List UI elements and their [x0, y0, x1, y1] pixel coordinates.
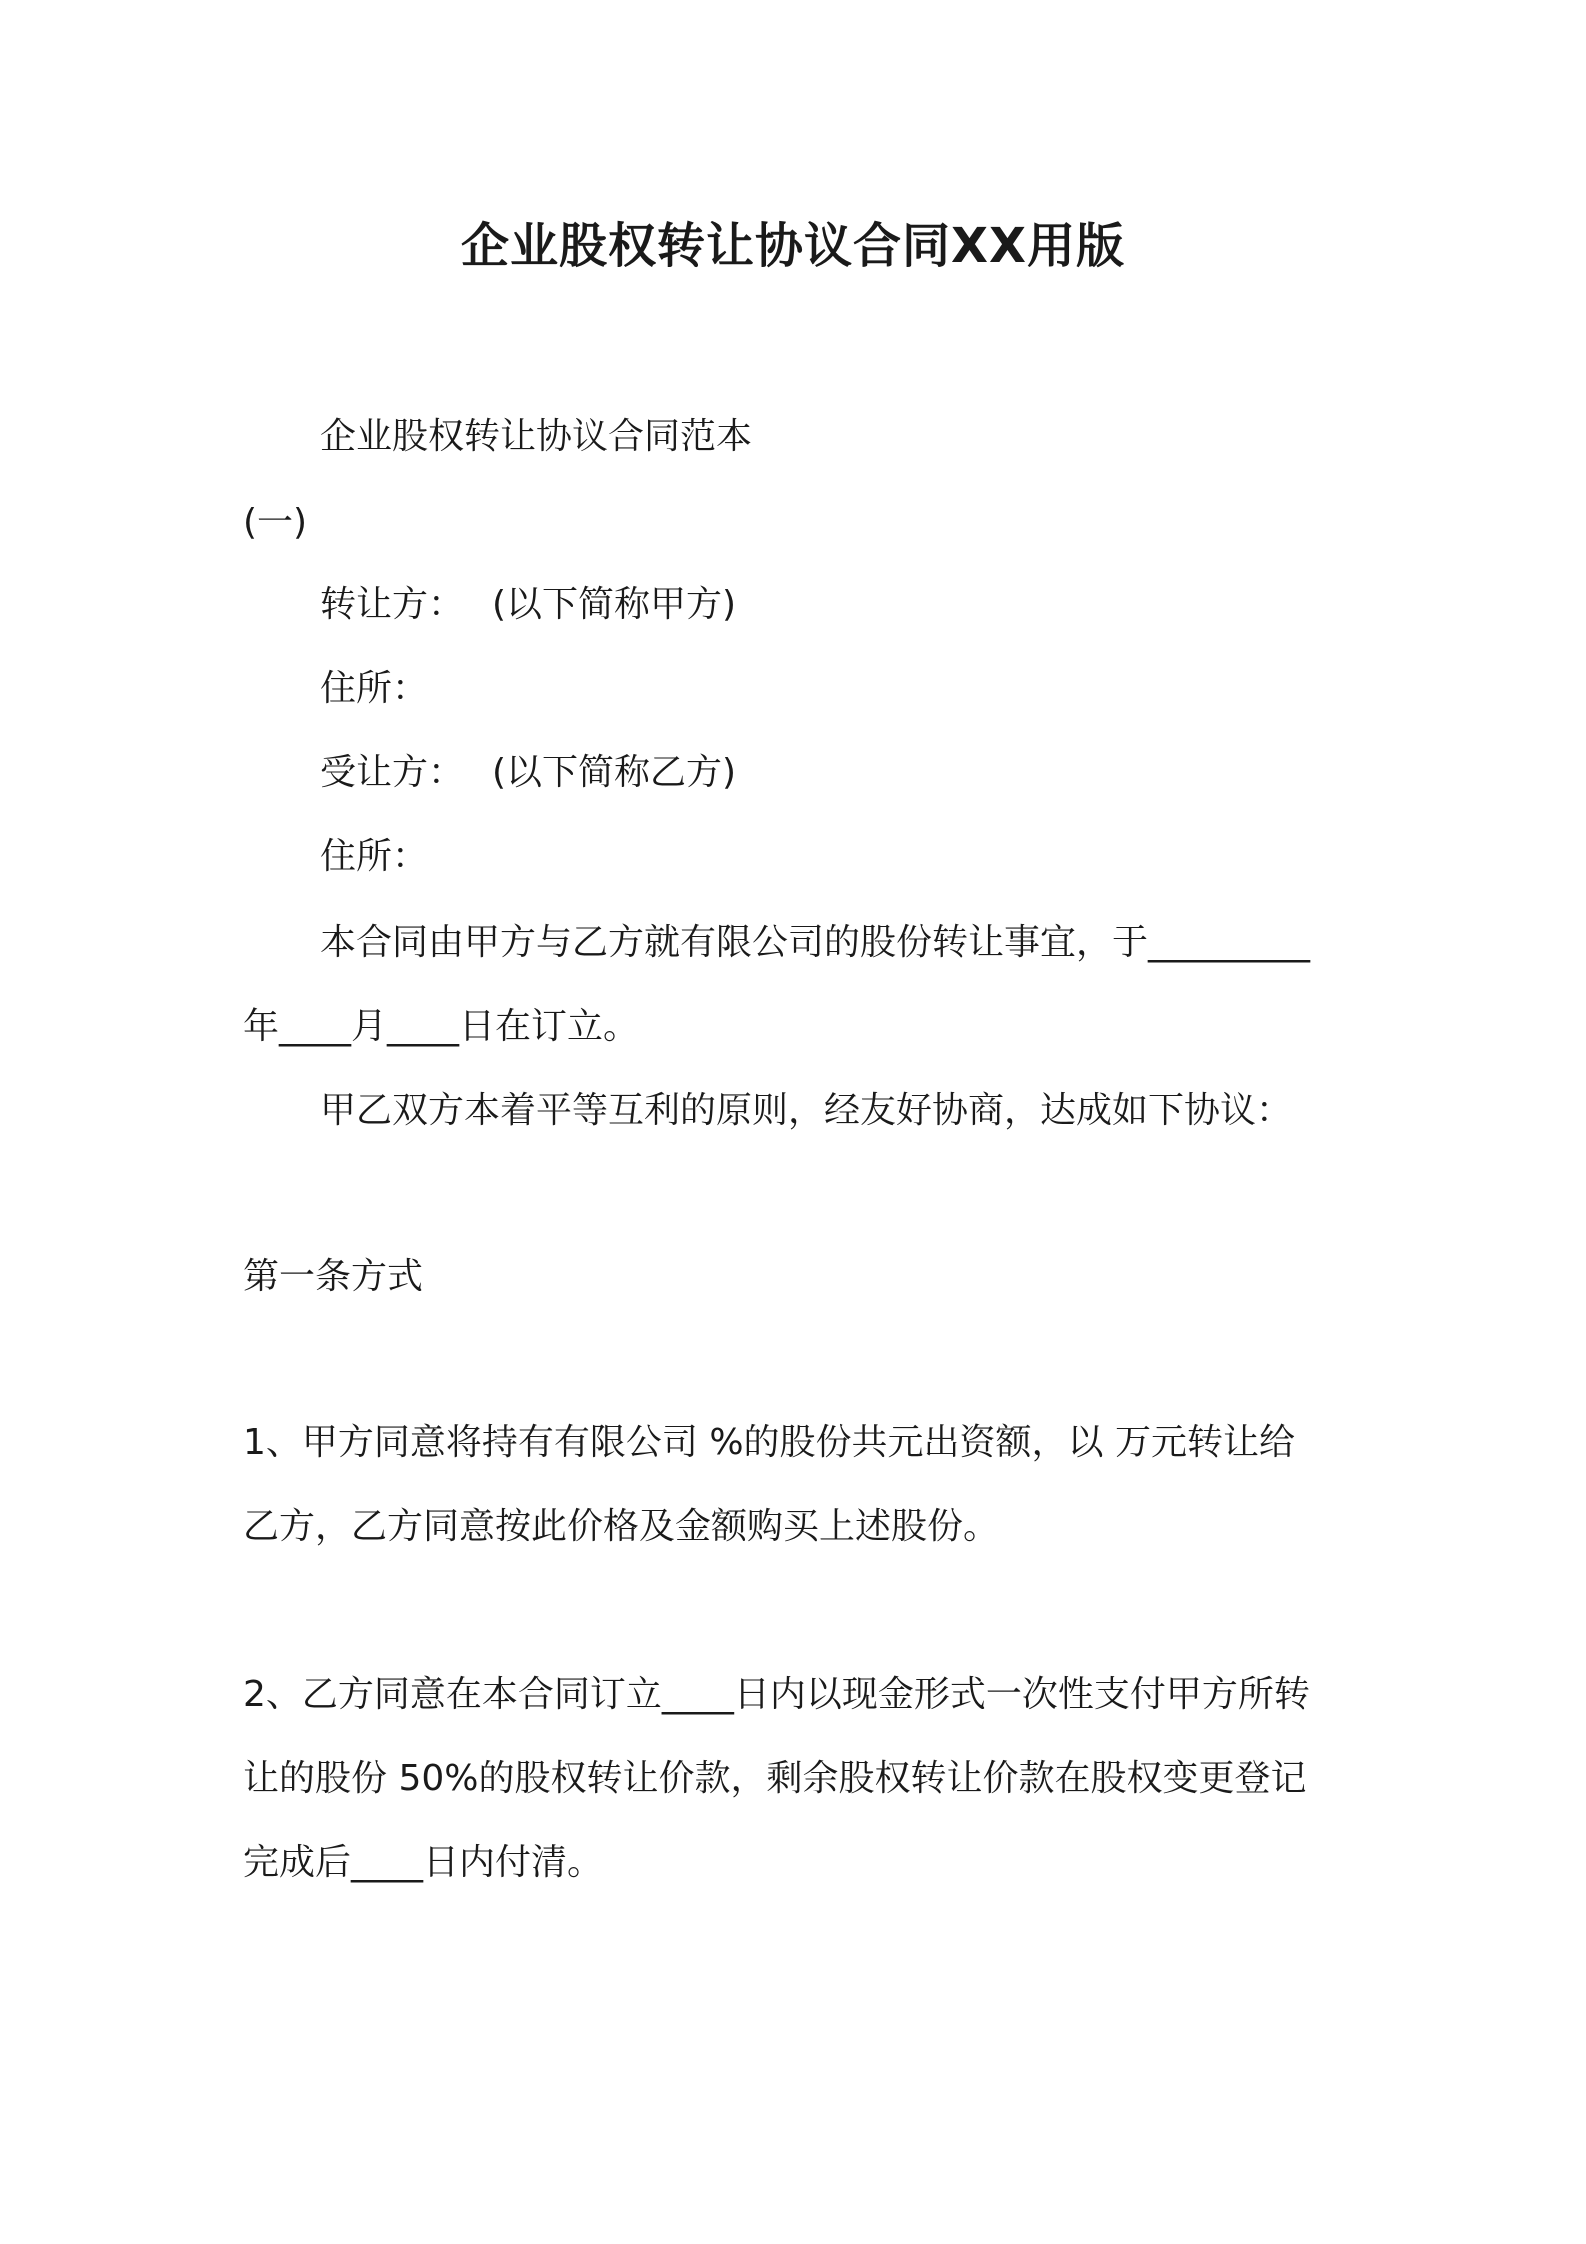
article-1-heading: 第一条方式 [243, 1256, 424, 1297]
transferee-address: 住所： [320, 836, 429, 877]
transferee-line [320, 748, 736, 798]
clause-2-line-2: 让的股份 50%的股权转让价款，剩余股权转让价款在股权变更登记 [243, 1758, 1307, 1799]
transferee-label: 受让方： [320, 752, 465, 793]
clause-2-line-3: 完成后____日内付清。 [243, 1842, 604, 1883]
clause-2-line-1: 2、乙方同意在本合同订立____日内以现金形式一次性支付甲方所转 [243, 1674, 1310, 1715]
clause-1-line-1: 1、甲方同意将持有有限公司 %的股份共元出资额，以 万元转让给 [243, 1422, 1295, 1463]
clause-1-line-2: 乙方，乙方同意按此价格及金额购买上述股份。 [243, 1506, 1000, 1547]
transferor-address: 住所： [320, 668, 429, 709]
transferor-line [320, 580, 736, 630]
intro-line-1: 本合同由甲方与乙方就有限公司的股份转让事宜，于_________ [320, 922, 1311, 963]
document-subtitle: 企业股权转让协议合同范本 [320, 416, 753, 457]
principle-paragraph: 甲乙双方本着平等互利的原则，经友好协商，达成如下协议： [320, 1090, 1293, 1131]
document-title: 企业股权转让协议合同XX用版 [460, 218, 1126, 274]
transferor-label: 转让方： [320, 584, 465, 625]
section-number: (一) [243, 502, 308, 543]
transferor-note: (以下简称甲方) [492, 584, 737, 625]
transferee-note: (以下简称乙方) [492, 752, 737, 793]
intro-line-2: 年____月____日在订立。 [243, 1006, 640, 1047]
